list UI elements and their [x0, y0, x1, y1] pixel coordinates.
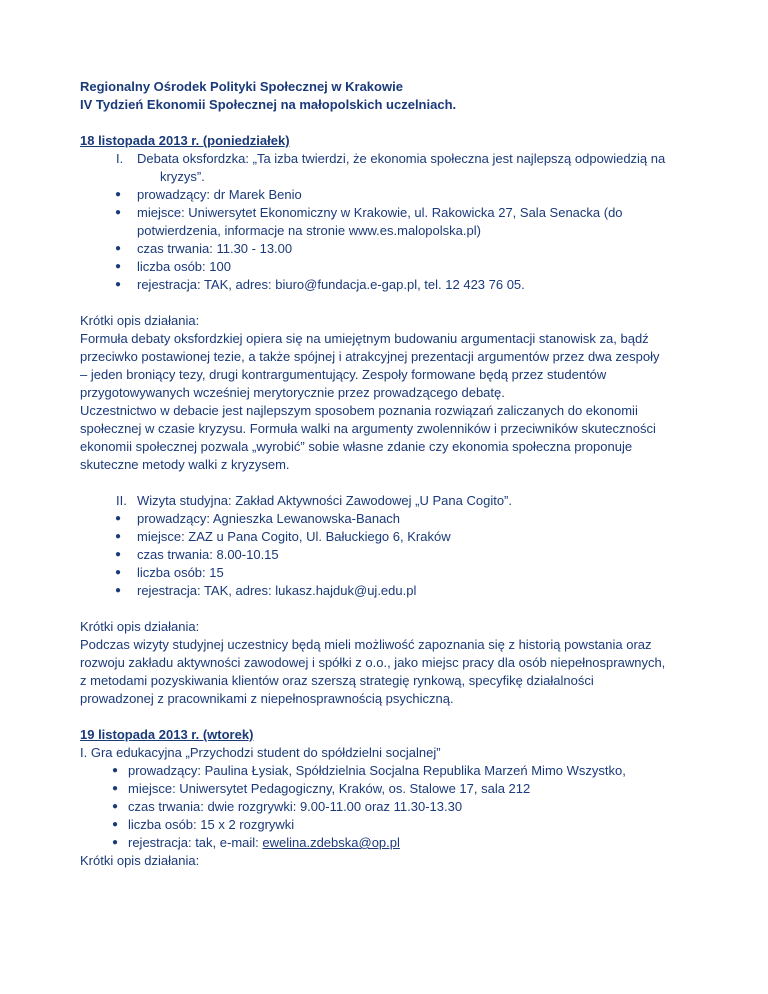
- bullet-icon: ●: [115, 549, 122, 560]
- bullet-icon: ●: [115, 189, 122, 200]
- description-label: Krótki opis działania:: [80, 313, 200, 328]
- paragraph-line: ekonomii społecznej pozwala „wyrobić” sobie własne zdanie czy ekonomia społeczna proponuje: [80, 439, 633, 454]
- list-item: ● rejestracja: TAK, adres: lukasz.hajduk@uj.edu.pl: [115, 583, 417, 598]
- list-item-continuation: potwierdzenia, informacje na stronie www.es.malopolska.pl): [137, 223, 481, 238]
- list-item: ● czas trwania: 11.30 - 13.00: [115, 241, 293, 256]
- bullet-icon: ●: [115, 567, 122, 578]
- list-item: ● prowadzący: Agnieszka Lewanowska-Banach: [115, 511, 401, 526]
- paragraph-line: Uczestnictwo w debacie jest najlepszym sposobem poznania rozwiązań zaliczanych do ekonomii: [80, 403, 638, 418]
- list-item: ● liczba osób: 15 x 2 rozgrywki: [112, 817, 295, 832]
- bullet-icon: ●: [112, 837, 119, 848]
- list-item: ● rejestracja: tak, e-mail: ewelina.zdebska@op.pl: [112, 835, 400, 850]
- event-title-line2: kryzys”.: [160, 169, 205, 184]
- roman-numeral: II.: [116, 493, 127, 508]
- list-item: ● czas trwania: 8.00-10.15: [115, 547, 279, 562]
- event-title: Wizyta studyjna: Zakład Aktywności Zawodowej „U Pana Cogito”.: [137, 493, 512, 508]
- paragraph-line: Podczas wizyty studyjnej uczestnicy będą mieli możliwość zapoznania się z historią powstania oraz: [80, 637, 652, 652]
- event-series-title: IV Tydzień Ekonomii Społecznej na małopolskich uczelniach.: [80, 97, 457, 112]
- paragraph-line: – jeden broniący tezy, drugi kontrargumentujący. Zespoły formowane będą przez studentów: [80, 367, 607, 382]
- bullet-icon: ●: [112, 765, 119, 776]
- paragraph-line: prowadzonej z pracownikami z niepełnosprawnością psychiczną.: [80, 691, 454, 706]
- day1-date-heading: 18 listopada 2013 r. (poniedziałek): [80, 133, 290, 148]
- list-item: ● miejsce: Uniwersytet Ekonomiczny w Krakowie, ul. Rakowicka 27, Sala Senacka (do: [115, 205, 623, 220]
- registration-email-link[interactable]: ewelina.zdebska@op.pl: [262, 835, 400, 850]
- list-item: ● czas trwania: dwie rozgrywki: 9.00-11.00 oraz 11.30-13.30: [112, 799, 463, 814]
- bullet-icon: ●: [115, 261, 122, 272]
- day1-event1-description: [80, 330, 700, 474]
- bullet-icon: ●: [112, 819, 119, 830]
- roman-numeral: I.: [116, 151, 124, 166]
- document-page: [80, 78, 700, 870]
- description-label: Krótki opis działania:: [80, 853, 200, 868]
- description-label: Krótki opis działania:: [80, 619, 200, 634]
- day1-event1-details: [80, 186, 700, 294]
- list-item: ● miejsce: ZAZ u Pana Cogito, Ul. Bałuckiego 6, Kraków: [115, 529, 451, 544]
- paragraph-line: przygotowywanych wcześniej merytorycznie przez prowadzącego debatę.: [80, 385, 505, 400]
- day1-event2-details: [80, 510, 700, 600]
- organization-title: Regionalny Ośrodek Polityki Społecznej w Krakowie: [80, 79, 403, 94]
- paragraph-line: z metodami pozyskiwania klientów oraz szerszą strategię rynkową, specyfikę działalności: [80, 673, 594, 688]
- bullet-icon: ●: [115, 513, 122, 524]
- day1-event2-title: [80, 492, 700, 510]
- list-item: ● liczba osób: 15: [115, 565, 224, 580]
- list-item: ● liczba osób: 100: [115, 259, 231, 274]
- paragraph-line: Formuła debaty oksfordzkiej opiera się na umiejętnym budowaniu argumentacji stanowisk za, bądź: [80, 331, 649, 346]
- list-item: ● prowadzący: Paulina Łysiak, Spółdzielnia Socjalna Republika Marzeń Mimo Wszystko,: [112, 763, 626, 778]
- day1-event1-title: [80, 150, 700, 186]
- list-item: ● miejsce: Uniwersytet Pedagogiczny, Kraków, os. Stalowe 17, sala 212: [112, 781, 531, 796]
- bullet-icon: ●: [112, 801, 119, 812]
- paragraph-line: rozwoju zakładu aktywności zawodowej i spółki z o.o., jako miejsc pracy dla osób niepełnosprawnych,: [80, 655, 666, 670]
- list-item: ● rejestracja: TAK, adres: biuro@fundacja.e-gap.pl, tel. 12 423 76 05.: [115, 277, 525, 292]
- paragraph-line: społecznej w czasie kryzysu. Formuła walki na argumenty zwolenników i przeciwników skuteczności: [80, 421, 656, 436]
- bullet-icon: ●: [115, 279, 122, 290]
- bullet-icon: ●: [115, 243, 122, 254]
- paragraph-line: skuteczne metody walki z kryzysem.: [80, 457, 290, 472]
- day2-date-heading: 19 listopada 2013 r. (wtorek): [80, 727, 254, 742]
- bullet-icon: ●: [112, 783, 119, 794]
- event-title-line1: Debata oksfordzka: „Ta izba twierdzi, że ekonomia społeczna jest najlepszą odpowiedzią na: [137, 151, 666, 166]
- day2-event1-details: [80, 762, 700, 852]
- bullet-icon: ●: [115, 531, 122, 542]
- day2-event1-title: I. Gra edukacyjna „Przychodzi student do spółdzielni socjalnej”: [80, 745, 441, 760]
- day1-event2-description: [80, 636, 700, 708]
- bullet-icon: ●: [115, 585, 122, 596]
- list-item: ● prowadzący: dr Marek Benio: [115, 187, 302, 202]
- paragraph-line: przeciwko postawionej tezie, a także spójnej i atrakcyjnej prezentacji argumentów przez dwa zespoły: [80, 349, 660, 364]
- bullet-icon: ●: [115, 207, 122, 218]
